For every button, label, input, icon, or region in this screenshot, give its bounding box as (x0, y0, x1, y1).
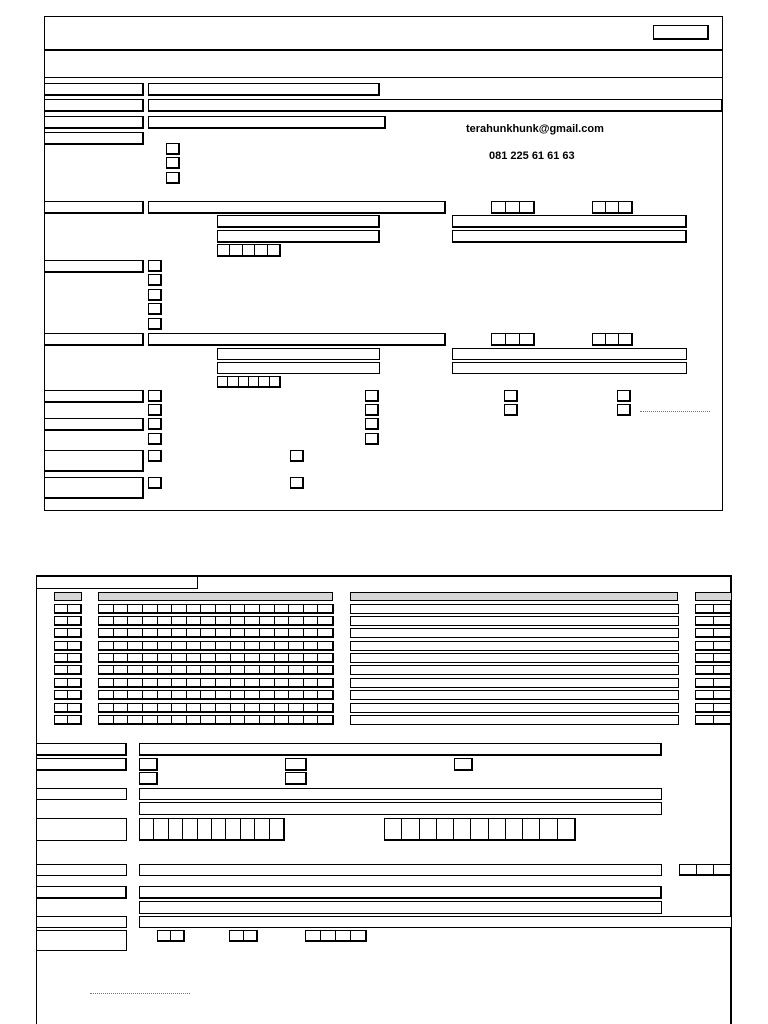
rt-grid[interactable] (491, 333, 535, 346)
checkbox[interactable] (148, 303, 162, 315)
checkbox[interactable] (617, 404, 631, 416)
street-field[interactable] (148, 333, 446, 346)
row-id-grid[interactable] (98, 678, 334, 688)
checkbox[interactable] (148, 404, 162, 416)
col-header-no (54, 592, 82, 601)
row-no-cell[interactable] (54, 665, 82, 675)
number-grid-left[interactable] (139, 818, 285, 841)
village-field[interactable] (217, 348, 380, 360)
date-month-grid[interactable] (229, 930, 258, 942)
id-field[interactable] (148, 116, 386, 129)
label-box (44, 477, 144, 499)
label-box (44, 450, 144, 472)
rt-grid[interactable] (491, 201, 535, 214)
village-field[interactable] (217, 215, 380, 228)
district-field[interactable] (217, 362, 380, 374)
option-box[interactable] (139, 758, 158, 771)
row-name-field[interactable] (350, 616, 679, 626)
label-box (36, 916, 127, 928)
date-year-grid[interactable] (305, 930, 367, 942)
option-box[interactable] (139, 772, 158, 785)
address-field[interactable] (148, 99, 723, 112)
row-no-cell[interactable] (54, 641, 82, 651)
row-name-field[interactable] (350, 641, 679, 651)
label-box (36, 788, 127, 800)
row-code-cell[interactable] (695, 678, 732, 688)
section-tab (36, 576, 198, 589)
checkbox[interactable] (166, 172, 180, 184)
wide-field[interactable] (139, 886, 662, 899)
checkbox[interactable] (365, 404, 379, 416)
checkbox[interactable] (148, 418, 162, 430)
checkbox[interactable] (365, 418, 379, 430)
row-no-cell[interactable] (54, 616, 82, 626)
checkbox[interactable] (365, 390, 379, 402)
col-header-name (350, 592, 678, 601)
form-code-box[interactable] (653, 25, 709, 40)
row-name-field[interactable] (350, 653, 679, 663)
label-box (44, 418, 144, 431)
row-name-field[interactable] (350, 690, 679, 700)
label-box (44, 132, 144, 145)
row-id-grid[interactable] (98, 690, 334, 700)
row-name-field[interactable] (350, 678, 679, 688)
label-box (36, 886, 127, 899)
table-rows (0, 604, 768, 728)
row-name-field[interactable] (350, 715, 679, 725)
wide-field[interactable] (139, 802, 662, 815)
checkbox[interactable] (290, 477, 304, 489)
label-box (36, 743, 127, 756)
rw-grid[interactable] (592, 333, 633, 346)
checkbox[interactable] (148, 274, 162, 286)
row-no-cell[interactable] (54, 690, 82, 700)
wide-field[interactable] (139, 901, 662, 914)
row-id-grid[interactable] (98, 616, 334, 626)
row-id-grid[interactable] (98, 653, 334, 663)
checkbox[interactable] (365, 433, 379, 445)
row-code-cell[interactable] (695, 665, 732, 675)
label-box (44, 390, 144, 403)
row-no-cell[interactable] (54, 715, 82, 725)
checkbox[interactable] (148, 433, 162, 445)
email-text: terahunkhunk@gmail.com (466, 123, 604, 135)
checkbox[interactable] (148, 477, 162, 489)
row-no-cell[interactable] (54, 628, 82, 638)
row-code-cell[interactable] (695, 628, 732, 638)
label-box (36, 818, 127, 841)
row-code-cell[interactable] (695, 641, 732, 651)
rw-grid[interactable] (592, 201, 633, 214)
signature-dotted-line[interactable] (90, 993, 190, 994)
row-no-cell[interactable] (54, 678, 82, 688)
section-divider (44, 77, 723, 78)
checkbox[interactable] (148, 390, 162, 402)
row-no-cell[interactable] (54, 604, 82, 614)
wide-field[interactable] (139, 788, 662, 800)
label-box (44, 116, 144, 129)
label-box (36, 930, 127, 951)
option-box[interactable] (285, 772, 307, 785)
checkbox[interactable] (148, 318, 162, 330)
city-field[interactable] (452, 348, 687, 360)
row-id-grid[interactable] (98, 665, 334, 675)
checkbox[interactable] (148, 260, 162, 272)
checkbox[interactable] (148, 450, 162, 462)
checkbox[interactable] (166, 157, 180, 169)
label-box (36, 864, 127, 876)
label-box (44, 99, 144, 112)
row-id-grid[interactable] (98, 715, 334, 725)
wide-field[interactable] (139, 743, 662, 756)
number-grid-right[interactable] (384, 818, 576, 841)
col-header-code (695, 592, 732, 601)
checkbox[interactable] (166, 143, 180, 155)
checkbox[interactable] (504, 390, 518, 402)
label-box (36, 758, 127, 771)
row-id-grid[interactable] (98, 703, 334, 713)
postal-code-grid[interactable] (217, 376, 281, 388)
row-name-field[interactable] (350, 665, 679, 675)
city-field[interactable] (452, 215, 687, 228)
phone-text: 081 225 61 61 63 (489, 150, 575, 162)
row-code-cell[interactable] (695, 715, 732, 725)
col-header-id (98, 592, 333, 601)
row-code-cell[interactable] (695, 604, 732, 614)
checkbox[interactable] (290, 450, 304, 462)
row-name-field[interactable] (350, 628, 679, 638)
row-name-field[interactable] (350, 604, 679, 614)
option-box[interactable] (285, 758, 307, 771)
row-code-cell[interactable] (695, 703, 732, 713)
small-grid[interactable] (679, 864, 732, 876)
row-id-grid[interactable] (98, 604, 334, 614)
row-no-cell[interactable] (54, 653, 82, 663)
other-dotted-line[interactable] (640, 411, 710, 412)
checkbox[interactable] (504, 404, 518, 416)
wide-field[interactable] (139, 864, 662, 876)
form-page-1 (44, 16, 723, 511)
row-code-cell[interactable] (695, 690, 732, 700)
label-box (44, 333, 144, 346)
label-box (44, 260, 144, 273)
full-width-field[interactable] (139, 916, 732, 928)
row-code-cell[interactable] (695, 653, 732, 663)
checkbox[interactable] (617, 390, 631, 402)
street-field[interactable] (148, 201, 446, 214)
name-field[interactable] (148, 83, 380, 96)
province-field[interactable] (452, 362, 687, 374)
district-field[interactable] (217, 230, 380, 243)
row-code-cell[interactable] (695, 616, 732, 626)
row-id-grid[interactable] (98, 641, 334, 651)
row-no-cell[interactable] (54, 703, 82, 713)
checkbox[interactable] (148, 289, 162, 301)
row-name-field[interactable] (350, 703, 679, 713)
option-box[interactable] (454, 758, 473, 771)
date-day-grid[interactable] (157, 930, 185, 942)
header-divider (44, 49, 723, 51)
postal-code-grid[interactable] (217, 244, 281, 257)
label-box (44, 83, 144, 96)
label-box (44, 201, 144, 214)
province-field[interactable] (452, 230, 687, 243)
row-id-grid[interactable] (98, 628, 334, 638)
